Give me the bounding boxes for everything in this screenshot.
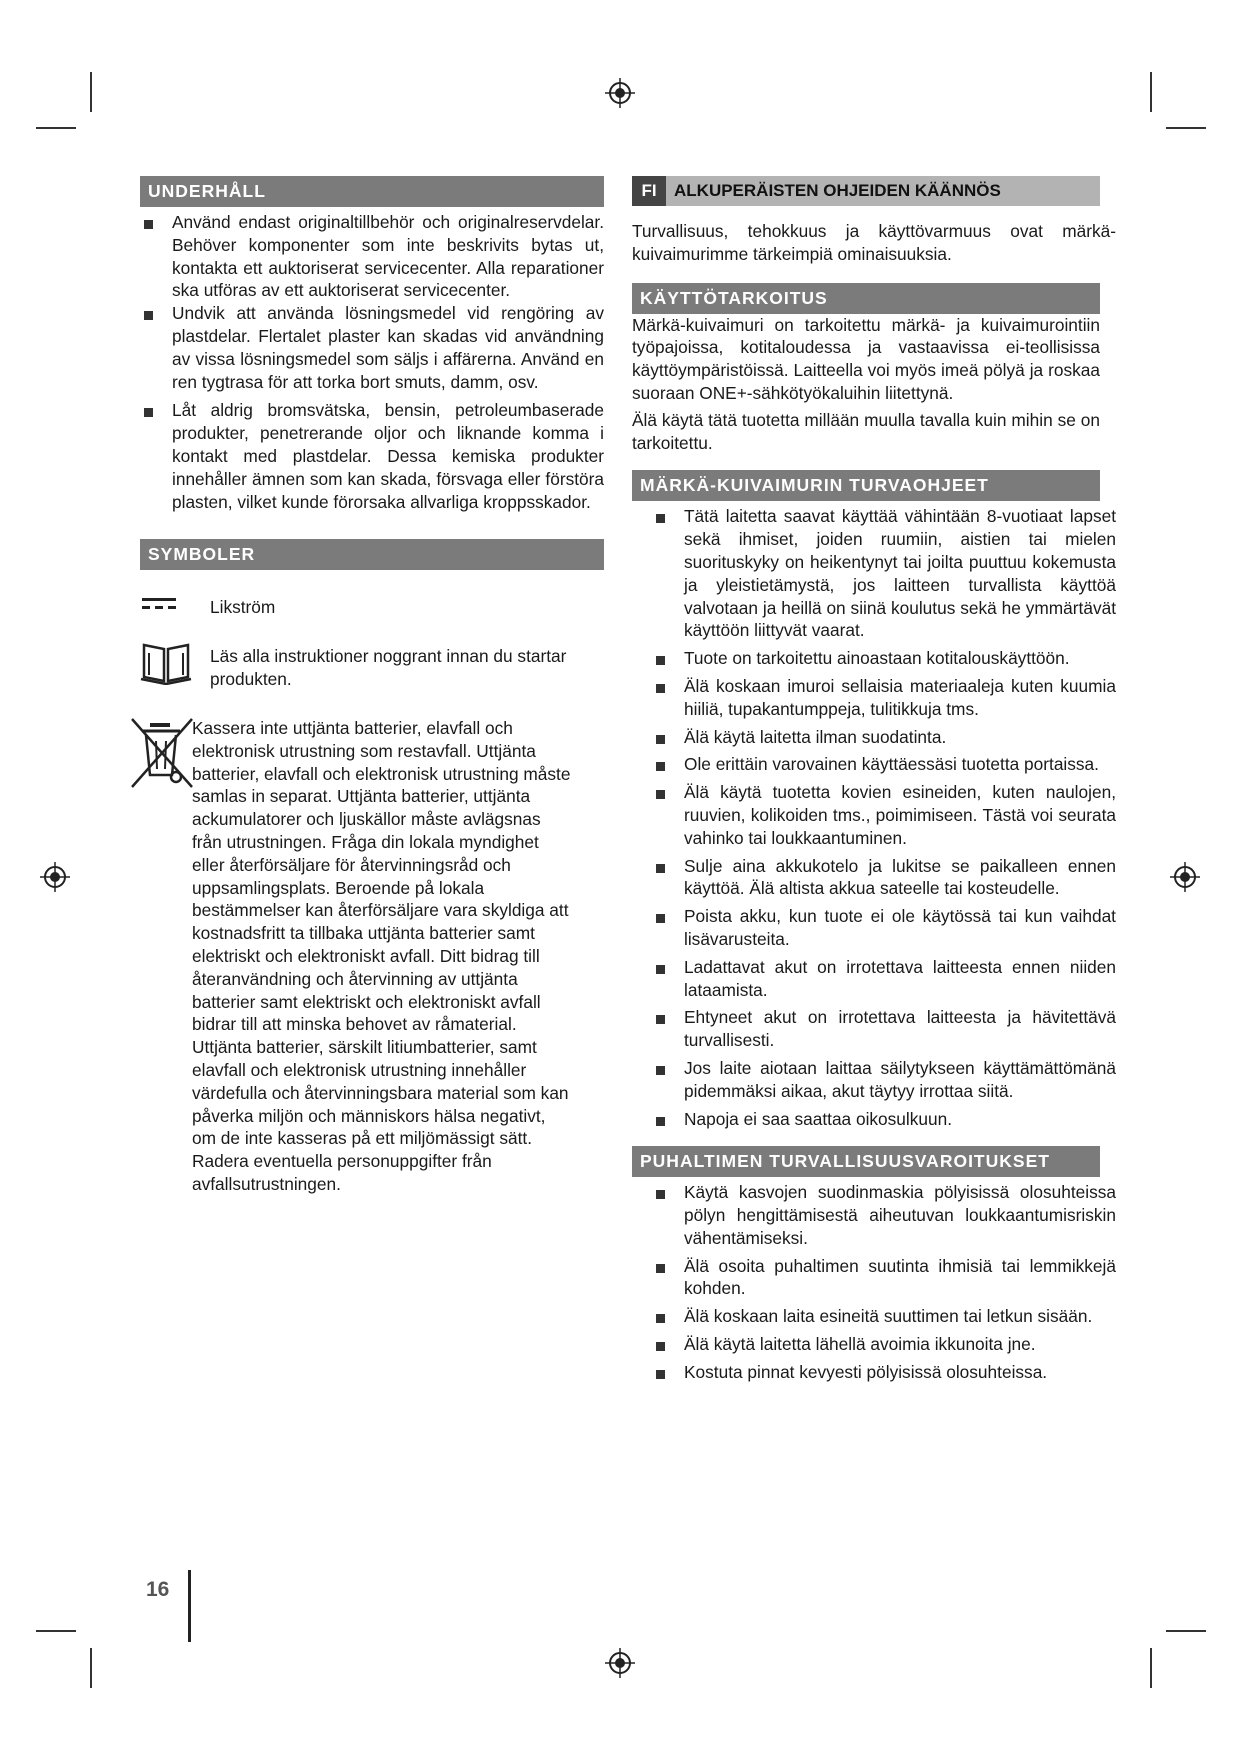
safety-heading: MÄRKÄ-KUIVAIMURIN TURVAOHJEET <box>632 470 1100 501</box>
maintenance-heading: UNDERHÅLL <box>140 176 604 207</box>
registration-mark-icon <box>1170 862 1200 892</box>
crop-mark-bottom-left-h <box>36 1630 76 1632</box>
blower-heading: PUHALTIMEN TURVALLISUUSVAROITUKSET <box>632 1146 1100 1177</box>
list-item: Älä osoita puhaltimen suutinta ihmisiä tai lemmikkejä kohden. <box>652 1255 1116 1301</box>
list-item: Ladattavat akut on irrotettava laitteesta ennen niiden lataamista. <box>652 956 1116 1002</box>
list-item: Napoja ei saa saattaa oikosulkuun. <box>652 1108 1116 1131</box>
list-item: Undvik att använda lösningsmedel vid rengöring av plastdelar. Flertalet plaster kan skadas vid användning av vissa lösningsmedel som säljs i affärerna. Använd en ren tygtrasa för att torka bort smuts, damm, osv. <box>140 302 604 393</box>
list-item: Ole erittäin varovainen käyttäessäsi tuotetta portaissa. <box>652 753 1116 776</box>
symbol-dc-row <box>140 592 604 621</box>
list-item: Tätä laitetta saavat käyttää vähintään 8-vuotiaat lapset sekä ihmiset, joiden ruumiin, aistien tai mielen suorituskyky on heikentynyt tai joilta puuttuu kokemusta ja yleistietämystä, jos laitteen turvallista käyttöä valvotaan ja heillä on siinä koulutus sekä he ymmärtävät käyttöön liittyvät vaarat. <box>652 505 1116 642</box>
list-item: Kostuta pinnat kevyesti pölyisissä olosuhteissa. <box>652 1361 1116 1384</box>
safety-list <box>632 505 1116 1130</box>
crop-mark-bottom-left-v <box>90 1648 92 1688</box>
list-item: Älä käytä tuotetta kovien esineiden, kuten naulojen, ruuvien, kolikoiden tms., poimimiseen. Tästä voi seurata vahinko tai loukkaantuminen. <box>652 781 1116 849</box>
symbol-dc-text: Likström <box>210 597 276 618</box>
translation-heading <box>632 176 1100 206</box>
language-badge: FI <box>632 176 666 206</box>
symbol-manual-row <box>140 639 604 691</box>
list-item: Älä käytä laitetta ilman suodatinta. <box>652 726 1116 749</box>
page-number-divider <box>188 1570 191 1642</box>
crop-mark-top-right-h <box>1166 127 1206 129</box>
crop-mark-top-left-h <box>36 127 76 129</box>
list-item: Sulje aina akkukotelo ja lukitse se paikalleen ennen käyttöä. Älä altista akkua sateelle tai kosteudelle. <box>652 855 1116 901</box>
symbol-weee-row <box>140 717 604 1196</box>
symbol-weee-text: Kassera inte uttjänta batterier, elavfall och elektronisk utrustning som restavfall. Uttjänta batterier, elavfall och elektronisk utrustning måste samlas in separat. Uttjänta batterier, uttjänta ackumulatorer och ljuskällor måste avlägsnas från utrustningen. Fråga din lokala myndighet eller återförsäljare för återvinningsråd och uppsamlingsplats. Beroende på lokala bestämmelser kan återförsäljare vara skyldiga att kostnadsfritt ta tillbaka uttjänta batterier samt elektriskt och elektroniskt avfall. Ditt bidrag till återanvändning och återvinning av uttjänta batterier samt elektriskt och elektroniskt avfall bidrar till att minska behovet av råmaterial. Uttjänta batterier, särskilt litiumbatterier, samt elavfall och elektronisk utrustning innehåller värdefulla och återvinningsbara material som kan påverka miljön och människors hälsa negativt, om de inte kasseras på ett miljömässigt sätt. Radera eventuella personuppgifter från avfallsutrustningen. <box>192 717 571 1194</box>
crop-mark-bottom-right-h <box>1166 1630 1206 1632</box>
list-item: Käytä kasvojen suodinmaskia pölyisissä olosuhteissa pölyn hengittämisestä aiheutuvan loukkaantumisriskin vähentämiseksi. <box>652 1181 1116 1249</box>
translation-intro: Turvallisuus, tehokkuus ja käyttövarmuus ovat märkä-kuivaimurimme tärkeimpiä ominaisuuksia. <box>632 221 1116 264</box>
blower-list <box>632 1181 1116 1383</box>
list-item: Tuote on tarkoitettu ainoastaan kotitalouskäyttöön. <box>652 647 1116 670</box>
open-book-icon <box>140 639 210 690</box>
crop-mark-top-right-v <box>1150 72 1152 112</box>
translation-heading-text: ALKUPERÄISTEN OHJEIDEN KÄÄNNÖS <box>674 181 1001 200</box>
symbols-heading: SYMBOLER <box>140 539 604 570</box>
right-column <box>632 176 1116 1384</box>
list-item: Använd endast originaltillbehör och originalreservdelar. Behöver komponenter som inte beskrivits bytas ut, kontakta ett auktoriserat servicecenter. Alla reparationer ska utföras av ett auktoriserat servicecenter. <box>140 211 604 302</box>
symbol-manual-text: Läs alla instruktioner noggrant innan du startar produkten. <box>210 646 567 690</box>
crop-mark-top-left-v <box>90 72 92 112</box>
list-item: Älä käytä laitetta lähellä avoimia ikkunoita jne. <box>652 1333 1116 1356</box>
list-item: Jos laite aiotaan laittaa säilytykseen käyttämättömänä pidemmäksi aikaa, akut täytyy irrottaa siitä. <box>652 1057 1116 1103</box>
list-item: Älä koskaan imuroi sellaisia materiaaleja kuten kuumia hiiliä, tupakantumppeja, tulitikkuja tms. <box>652 675 1116 721</box>
purpose-paragraph-2: Älä käytä tätä tuotetta millään muulla tavalla kuin mihin se on tarkoitettu. <box>632 409 1100 453</box>
page-number: 16 <box>146 1578 170 1601</box>
list-item: Ehtyneet akut on irrotettava laitteesta ja hävitettävä turvallisesti. <box>652 1006 1116 1052</box>
registration-mark-icon <box>40 862 70 892</box>
list-item: Poista akku, kun tuote ei ole käytössä tai kun vaihdat lisävarusteita. <box>652 905 1116 951</box>
registration-mark-icon <box>605 1648 635 1678</box>
purpose-paragraph-1: Märkä-kuivaimuri on tarkoitettu märkä- ja kuivaimurointiin työpajoissa, kotitaloudessa ja vastaavissa ei-teollisissa käyttöympäristöissä. Laitteella voi myös imeä pölyä ja roskaa suoraan ONE+-sähkötyökaluihin liitettynä. <box>632 314 1100 403</box>
crop-mark-bottom-right-v <box>1150 1648 1152 1688</box>
registration-mark-icon <box>605 78 635 108</box>
crossed-out-bin-icon <box>128 717 198 794</box>
list-item: Älä koskaan laita esineitä suuttimen tai letkun sisään. <box>652 1305 1116 1328</box>
direct-current-icon <box>140 592 210 621</box>
left-column <box>140 176 604 1196</box>
list-item: Låt aldrig bromsvätska, bensin, petroleumbaserade produkter, penetrerande oljor och liknande komma i kontakt med plastdelar. Dessa kemiska produkter innehåller ämnen som kan skada, försvaga eller förstöra plasten, vilket kunde förorsaka allvarliga kroppsskador. <box>140 399 604 513</box>
maintenance-list <box>140 211 604 513</box>
purpose-heading: KÄYTTÖTARKOITUS <box>632 283 1100 314</box>
